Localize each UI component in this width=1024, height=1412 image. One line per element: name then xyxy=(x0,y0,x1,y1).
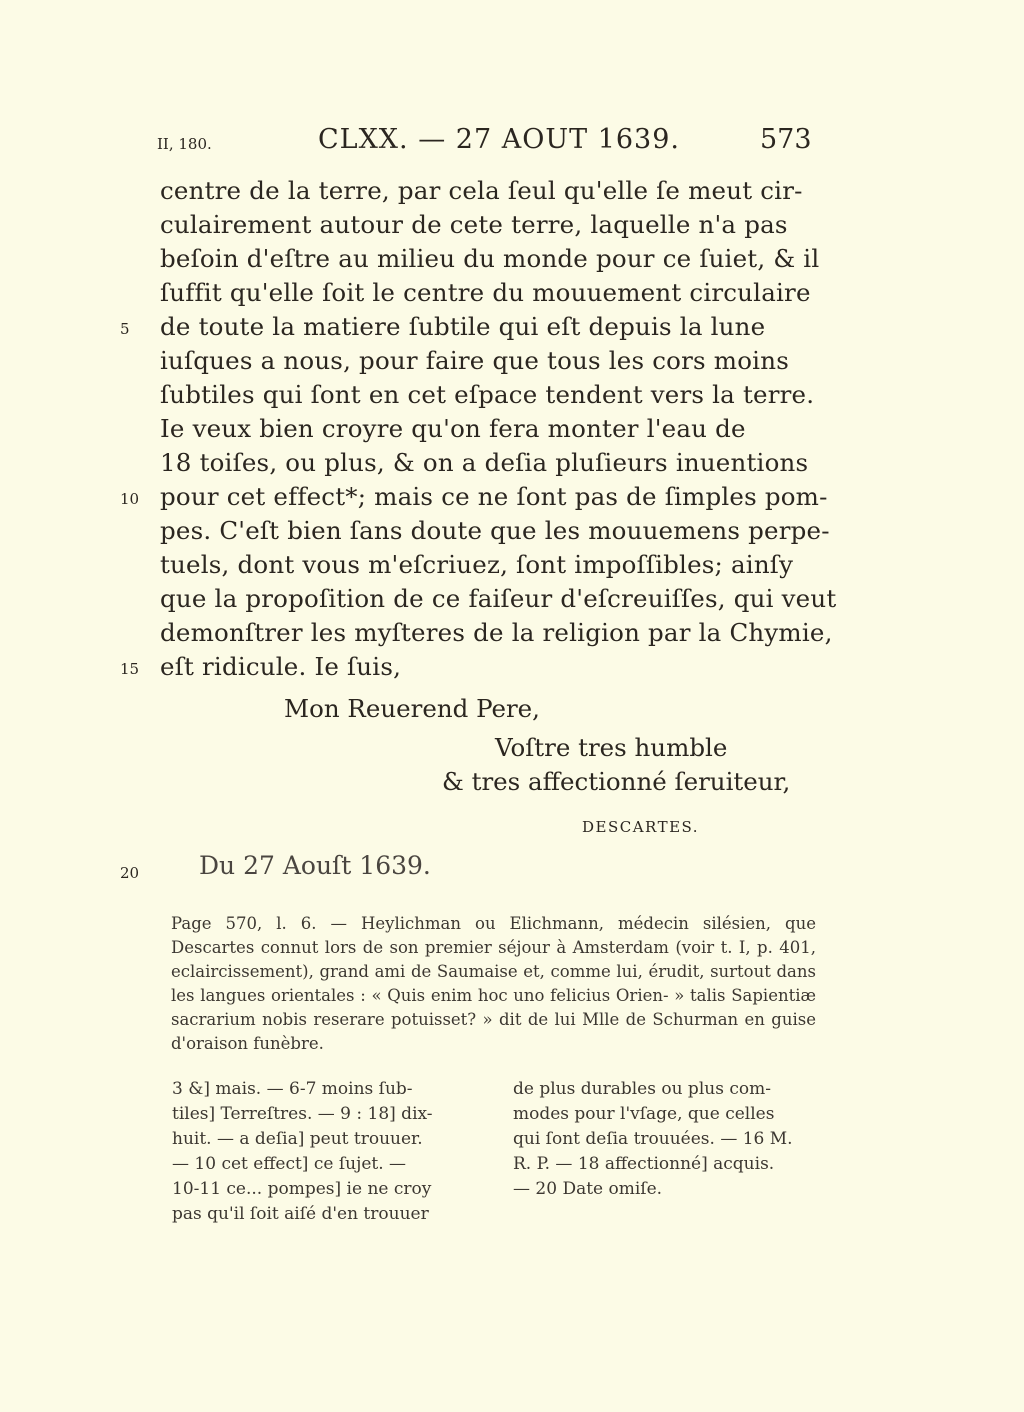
closing-line-1: Voſtre tres humble xyxy=(495,733,728,762)
body-line: ſuffit qu'elle ſoit le centre du mouuement circulaire xyxy=(160,278,811,307)
body-line: ſubtiles qui ſont en cet eſpace tendent vers la terre. xyxy=(160,380,815,409)
page-title: CLXX. — 27 AOUT 1639. xyxy=(318,124,680,155)
body-line: Ie veux bien croyre qu'on fera monter l'eau de xyxy=(160,414,746,443)
body-line: 18 toiſes, ou plus, & on a deſia pluſieurs inuentions xyxy=(160,448,809,477)
body-line: culairement autour de cete terre, laquelle n'a pas xyxy=(160,210,788,239)
footnote: Page 570, l. 6. — Heylichman ou Elichmann, médecin silésien, que Descartes connut lors de son premier séjour à Amsterdam (voir t. I, p. 401, eclaircissement), grand ami de Saumaise et, comme lui, érudit, surtout dans les langues orientales : « Quis enim hoc uno felicius Orien- » talis Sapientiæ sacrarium nobis reserare potuisset? » dit de lui Mlle de Schurman en guise d'oraison funèbre. xyxy=(171,914,816,1053)
body-line: beſoin d'eſtre au milieu du monde pour ce ſuiet, & il xyxy=(160,244,820,273)
body-line: que la propoſition de ce faiſeur d'eſcreuiſſes, qui veut xyxy=(160,584,837,613)
body-line: demonſtrer les myſteres de la religion par la Chymie, xyxy=(160,618,833,647)
body-line: pour cet effect*; mais ce ne ſont pas de ſimples pom- xyxy=(160,482,828,511)
body-line: pes. C'eſt bien ſans doute que les mouuemens perpe- xyxy=(160,516,830,545)
line-number: 20 xyxy=(120,864,140,882)
body-line: tuels, dont vous m'eſcriuez, ſont impoſſibles; ainſy xyxy=(160,550,794,579)
volume-reference: II, 180. xyxy=(157,135,212,153)
body-line: iuſques a nous, pour faire que tous les cors moins xyxy=(160,346,789,375)
body-line: eſt ridicule. Ie ſuis, xyxy=(160,652,402,681)
line-number: 15 xyxy=(120,660,140,678)
body-line: centre de la terre, par cela ſeul qu'elle ſe meut cir- xyxy=(160,176,803,205)
page-number: 573 xyxy=(760,124,812,155)
letter-date: Du 27 Aouſt 1639. xyxy=(199,851,431,880)
variants-right-column: de plus durables ou plus com- modes pour l'vſage, que celles qui ſont deſia trouuées. — 16 M. R. P. — 18 affectionné] acquis. — 20 Date omiſe. xyxy=(513,1079,793,1199)
salutation: Mon Reuerend Pere, xyxy=(284,694,540,723)
variants-left-column: 3 &] mais. — 6-7 moins ſub- tiles] Terreſtres. — 9 : 18] dix- huit. — a deſia] peut trouuer. — 10 cet effect] ce ſujet. — 10-11 ce... pompes] ie ne croy pas qu'il ſoit aiſé d'en trouuer xyxy=(172,1079,433,1224)
line-number: 5 xyxy=(120,320,130,338)
line-number: 10 xyxy=(120,490,140,508)
signature: DESCARTES. xyxy=(582,818,700,836)
closing-line-2: & tres affectionné ſeruiteur, xyxy=(442,767,791,796)
body-line: de toute la matiere ſubtile qui eſt depuis la lune xyxy=(160,312,766,341)
